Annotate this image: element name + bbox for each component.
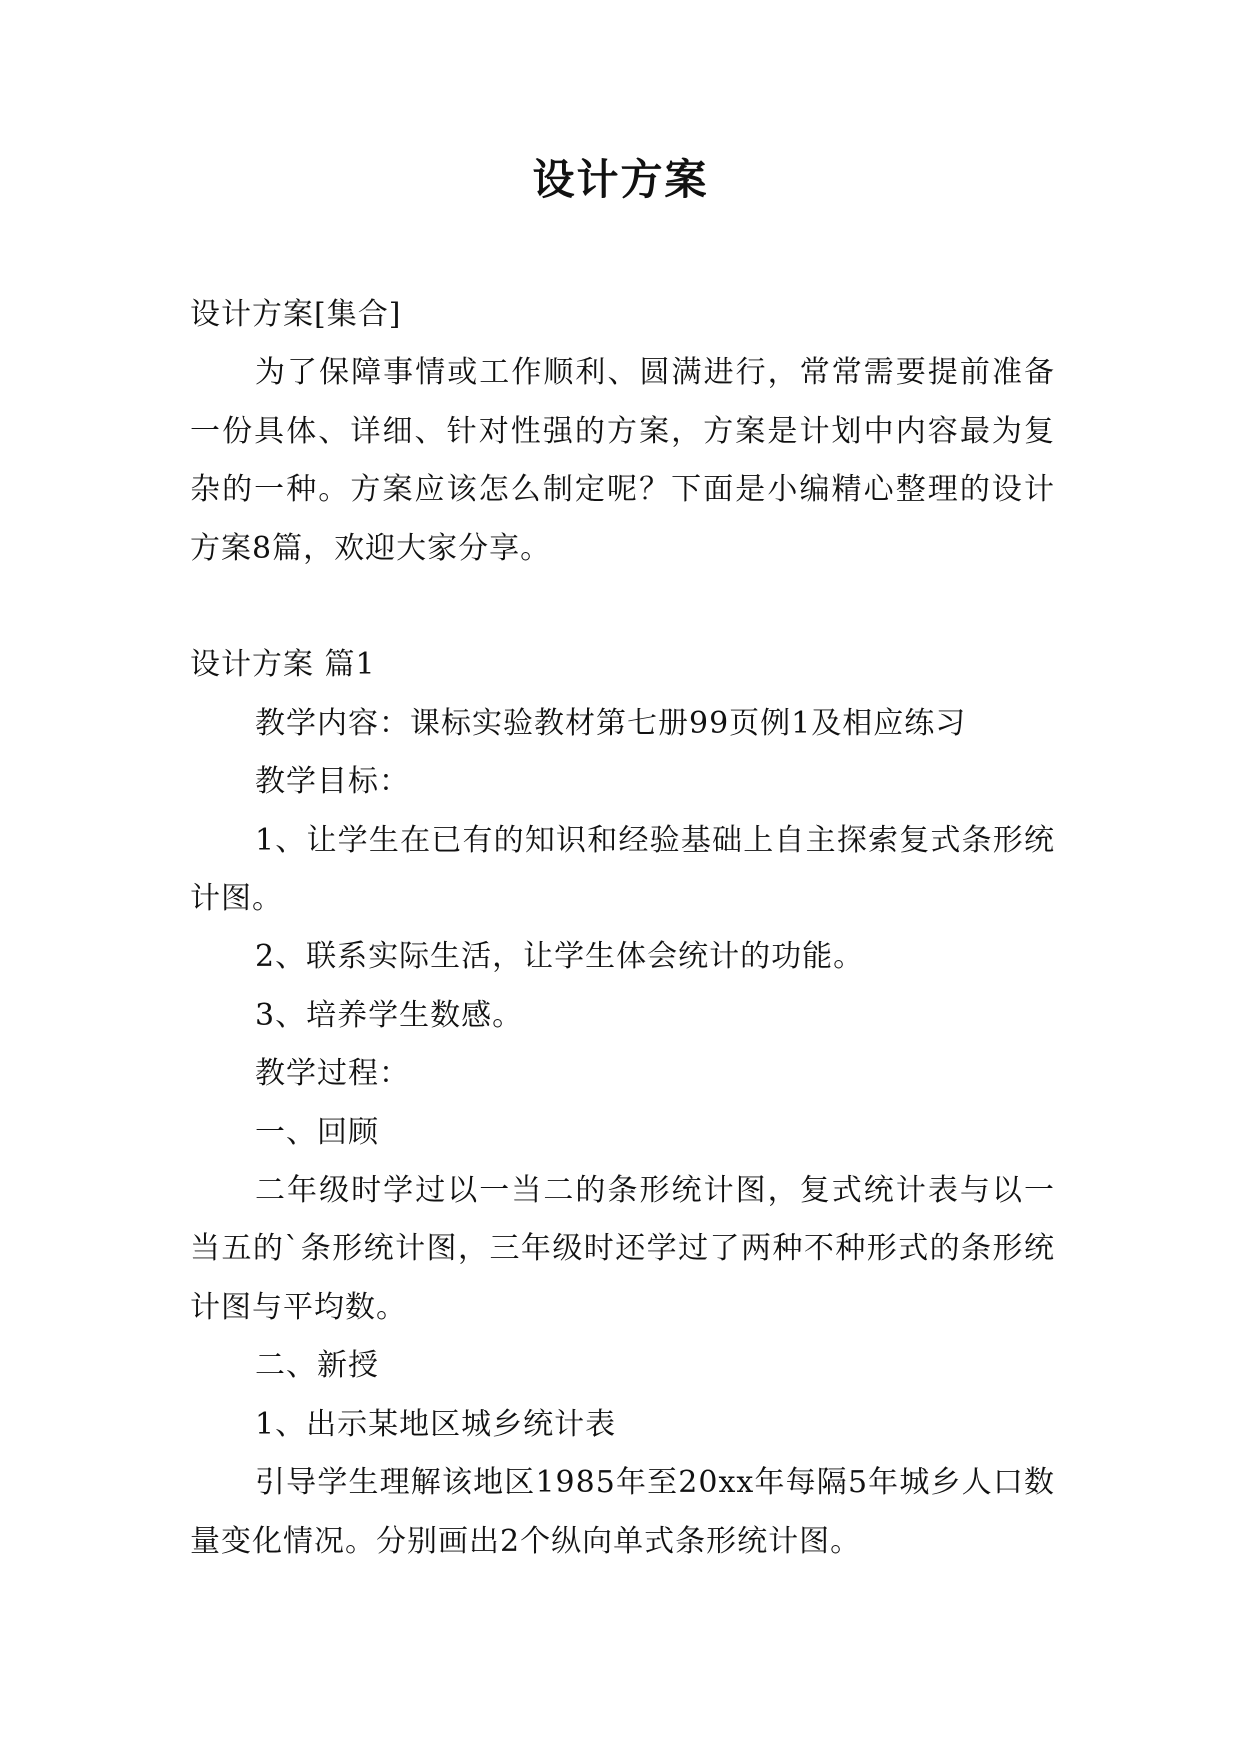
paragraph-spacer	[190, 578, 1055, 636]
teaching-process-label: 教学过程：	[255, 1056, 410, 1092]
teaching-content: 教学内容：课标实验教材第七册99页例1及相应练习	[255, 705, 967, 741]
review-heading: 一、回顾	[255, 1114, 379, 1150]
teaching-goals-label: 教学目标：	[255, 764, 410, 800]
new-lesson-heading: 二、新授	[255, 1348, 379, 1384]
section-heading: 设计方案 篇1	[190, 647, 376, 683]
goal-item-2: 2、联系实际生活，让学生体会统计的功能。	[255, 939, 865, 975]
intro-paragraph: 为了保障事情或工作顺利、圆满进行，常常需要提前准备一份具体、详细、针对性强的方案，方案是计划中内容最为复杂的一种。方案应该怎么制定呢？下面是小编精心整理的设计方案8篇，欢迎大家分享。	[190, 355, 1055, 566]
new-lesson-paragraph: 引导学生理解该地区1985年至20xx年每隔5年城乡人口数量变化情况。分别画出2个纵向单式条形统计图。	[190, 1465, 1055, 1559]
document-body	[190, 286, 1055, 1571]
new-lesson-step-1: 1、出示某地区城乡统计表	[255, 1406, 617, 1442]
review-paragraph: 二年级时学过以一当二的条形统计图，复式统计表与以一当五的`条形统计图，三年级时还学过了两种不种形式的条形统计图与平均数。	[190, 1173, 1055, 1325]
goal-item-3: 3、培养学生数感。	[255, 997, 524, 1033]
goal-item-1: 1、让学生在已有的知识和经验基础上自主探索复式条形统计图。	[190, 822, 1055, 917]
document-title: 设计方案	[532, 155, 709, 204]
intro-heading: 设计方案[集合]	[190, 297, 402, 332]
